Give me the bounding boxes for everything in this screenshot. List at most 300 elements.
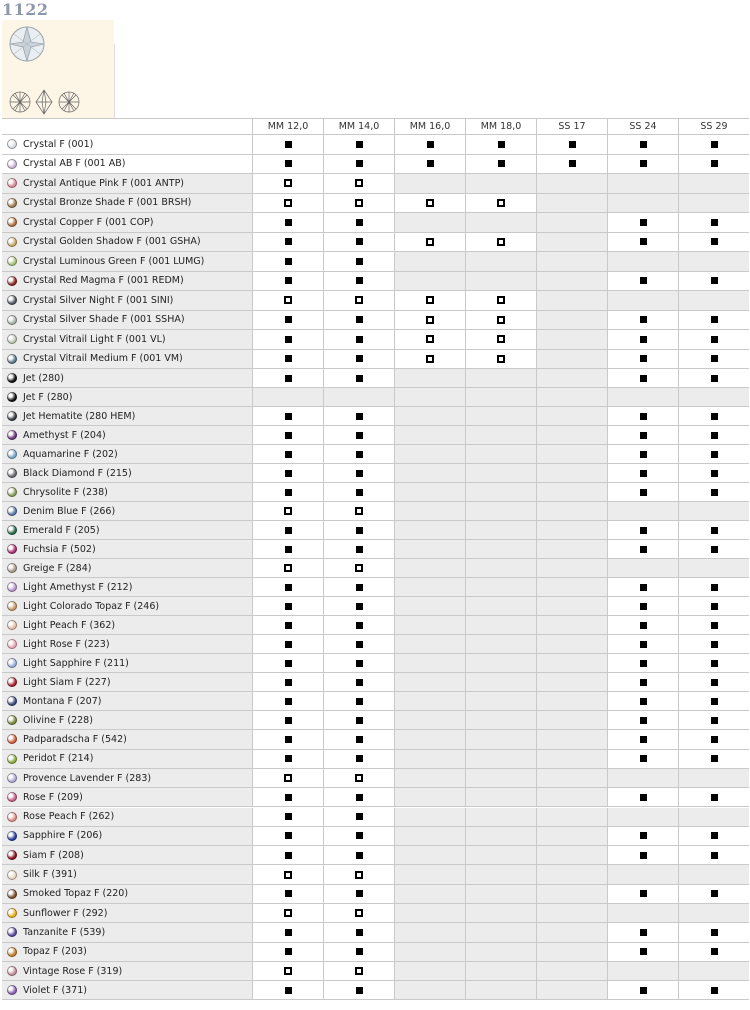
availability-cell: [607, 272, 678, 291]
available-mark-icon: [356, 794, 363, 801]
availability-cell: [323, 904, 394, 922]
limited-mark-icon: [497, 355, 505, 363]
availability-cell: [536, 962, 607, 980]
available-mark-icon: [640, 355, 647, 362]
availability-cell: [394, 981, 465, 999]
limited-mark-icon: [426, 238, 434, 246]
availability-cell: [394, 464, 465, 482]
availability-cell: [607, 635, 678, 653]
available-mark-icon: [640, 679, 647, 686]
availability-cell: [465, 426, 536, 444]
availability-cell: [678, 827, 749, 845]
availability-cell: [536, 135, 607, 154]
available-mark-icon: [711, 890, 718, 897]
available-mark-icon: [711, 641, 718, 648]
availability-cell: [252, 407, 323, 425]
limited-mark-icon: [426, 335, 434, 343]
availability-cell: [323, 635, 394, 653]
color-swatch-icon: [7, 582, 17, 592]
availability-cell: [536, 730, 607, 748]
availability-cell: [323, 730, 394, 748]
color-name: Crystal Silver Night F (001 SINI): [23, 294, 174, 306]
limited-mark-icon: [497, 199, 505, 207]
color-swatch-icon: [7, 373, 17, 383]
availability-cell: [607, 350, 678, 369]
availability-cell: [465, 885, 536, 903]
color-name-cell: [2, 233, 252, 252]
availability-cell: [465, 616, 536, 634]
availability-cell: [607, 502, 678, 520]
table-row: [2, 904, 749, 923]
color-swatch-icon: [7, 639, 17, 649]
availability-cell: [536, 233, 607, 252]
available-mark-icon: [285, 622, 292, 629]
availability-cell: [678, 388, 749, 406]
availability-cell: [678, 272, 749, 291]
color-name-cell: [2, 981, 252, 999]
table-row: [2, 252, 749, 272]
availability-cell: [678, 350, 749, 369]
available-mark-icon: [711, 316, 718, 323]
availability-cell: [465, 981, 536, 999]
availability-cell: [252, 654, 323, 672]
color-name-cell: [2, 711, 252, 729]
color-swatch-icon: [7, 159, 17, 169]
available-mark-icon: [711, 622, 718, 629]
limited-mark-icon: [497, 296, 505, 304]
availability-cell: [678, 654, 749, 672]
table-header: [2, 118, 749, 135]
limited-mark-icon: [426, 199, 434, 207]
available-mark-icon: [356, 527, 363, 534]
availability-cell: [536, 597, 607, 615]
color-name: Light Amethyst F (212): [23, 581, 133, 593]
availability-cell: [323, 388, 394, 406]
availability-cell: [394, 673, 465, 691]
available-mark-icon: [640, 603, 647, 610]
color-swatch-icon: [7, 658, 17, 668]
availability-cell: [465, 464, 536, 482]
table-row: [2, 426, 749, 445]
available-mark-icon: [427, 160, 434, 167]
availability-cell: [536, 369, 607, 387]
available-mark-icon: [285, 584, 292, 591]
availability-cell: [678, 597, 749, 615]
table-row: [2, 578, 749, 597]
available-mark-icon: [640, 219, 647, 226]
availability-cell: [536, 865, 607, 883]
availability-cell: [678, 483, 749, 501]
availability-cell: [323, 711, 394, 729]
availability-cell: [252, 635, 323, 653]
availability-cell: [536, 846, 607, 864]
availability-cell: [678, 904, 749, 922]
table-row: [2, 885, 749, 904]
availability-cell: [323, 808, 394, 826]
color-swatch-icon: [7, 870, 17, 880]
availability-cell: [465, 483, 536, 501]
availability-cell: [394, 194, 465, 213]
availability-cell: [678, 981, 749, 999]
availability-cell: [252, 445, 323, 463]
color-name: Light Siam F (227): [23, 676, 111, 688]
color-swatch-icon: [7, 487, 17, 497]
availability-cell: [394, 846, 465, 864]
color-swatch-icon: [7, 696, 17, 706]
color-name: Aquamarine F (202): [23, 448, 118, 460]
available-mark-icon: [498, 160, 505, 167]
availability-cell: [536, 578, 607, 596]
availability-cell: [252, 597, 323, 615]
color-name: Crystal AB F (001 AB): [23, 158, 126, 170]
availability-cell: [465, 559, 536, 577]
color-name: Smoked Topaz F (220): [23, 888, 129, 900]
available-mark-icon: [356, 832, 363, 839]
availability-cell: [536, 673, 607, 691]
availability-cell: [678, 233, 749, 252]
color-name-cell: [2, 369, 252, 387]
available-mark-icon: [356, 755, 363, 762]
availability-cell: [678, 521, 749, 539]
availability-cell: [465, 155, 536, 174]
color-name-cell: [2, 904, 252, 922]
availability-cell: [536, 194, 607, 213]
column-header: SS 17: [536, 119, 607, 134]
color-swatch-icon: [7, 354, 17, 364]
availability-cell: [607, 135, 678, 154]
availability-cell: [252, 272, 323, 291]
available-mark-icon: [711, 489, 718, 496]
color-name: Jet (280): [23, 372, 64, 384]
limited-mark-icon: [355, 199, 363, 207]
availability-cell: [252, 692, 323, 710]
availability-cell: [394, 388, 465, 406]
color-swatch-icon: [7, 831, 17, 841]
available-mark-icon: [356, 641, 363, 648]
availability-cell: [394, 291, 465, 310]
available-mark-icon: [356, 141, 363, 148]
availability-cell: [607, 673, 678, 691]
available-mark-icon: [285, 890, 292, 897]
availability-cell: [465, 788, 536, 806]
table-row: [2, 597, 749, 616]
availability-cell: [536, 904, 607, 922]
table-row: [2, 711, 749, 730]
color-name-cell: [2, 692, 252, 710]
availability-cell: [323, 330, 394, 349]
available-mark-icon: [356, 546, 363, 553]
availability-cell: [607, 788, 678, 806]
availability-cell: [323, 692, 394, 710]
availability-cell: [678, 750, 749, 768]
available-mark-icon: [711, 546, 718, 553]
availability-cell: [252, 750, 323, 768]
available-mark-icon: [285, 277, 292, 284]
available-mark-icon: [427, 141, 434, 148]
color-name: Peridot F (214): [23, 753, 94, 765]
availability-cell: [394, 943, 465, 961]
available-mark-icon: [640, 660, 647, 667]
color-name: Black Diamond F (215): [23, 467, 132, 479]
color-name-cell: [2, 962, 252, 980]
limited-mark-icon: [284, 507, 292, 515]
available-mark-icon: [285, 794, 292, 801]
color-name: Crystal Red Magma F (001 REDM): [23, 275, 184, 287]
color-name: Jet Hematite (280 HEM): [23, 410, 136, 422]
available-mark-icon: [285, 929, 292, 936]
color-swatch-icon: [7, 430, 17, 440]
table-row: [2, 750, 749, 769]
available-mark-icon: [640, 277, 647, 284]
table-row: [2, 788, 749, 807]
availability-cell: [536, 330, 607, 349]
availability-cell: [252, 369, 323, 387]
availability-cell: [323, 272, 394, 291]
availability-cell: [394, 827, 465, 845]
available-mark-icon: [356, 698, 363, 705]
availability-cell: [323, 827, 394, 845]
availability-cell: [394, 635, 465, 653]
availability-cell: [465, 635, 536, 653]
color-swatch-icon: [7, 677, 17, 687]
availability-cell: [394, 730, 465, 748]
available-mark-icon: [711, 987, 718, 994]
availability-cell: [607, 252, 678, 271]
available-mark-icon: [285, 238, 292, 245]
availability-cell: [252, 559, 323, 577]
availability-cell: [678, 769, 749, 787]
availability-cell: [394, 769, 465, 787]
availability-cell: [678, 502, 749, 520]
color-name: Topaz F (203): [23, 946, 87, 958]
availability-cell: [323, 673, 394, 691]
available-mark-icon: [356, 375, 363, 382]
column-header: MM 14,0: [323, 119, 394, 134]
column-header: MM 18,0: [465, 119, 536, 134]
available-mark-icon: [356, 890, 363, 897]
availability-cell: [323, 369, 394, 387]
limited-mark-icon: [355, 774, 363, 782]
availability-cell: [323, 426, 394, 444]
limited-mark-icon: [355, 967, 363, 975]
available-mark-icon: [640, 316, 647, 323]
available-mark-icon: [285, 603, 292, 610]
availability-cell: [323, 213, 394, 232]
availability-cell: [678, 135, 749, 154]
color-swatch-icon: [7, 139, 17, 149]
color-name: Sunflower F (292): [23, 907, 108, 919]
color-name-cell: [2, 540, 252, 558]
available-mark-icon: [285, 432, 292, 439]
availability-cell: [465, 769, 536, 787]
available-mark-icon: [285, 141, 292, 148]
availability-cell: [536, 788, 607, 806]
availability-cell: [536, 155, 607, 174]
availability-cell: [394, 540, 465, 558]
table-row: [2, 673, 749, 692]
availability-cell: [465, 692, 536, 710]
color-swatch-icon: [7, 544, 17, 554]
table-row: [2, 194, 749, 214]
available-mark-icon: [356, 219, 363, 226]
color-name-cell: [2, 654, 252, 672]
color-name-cell: [2, 252, 252, 271]
available-mark-icon: [640, 489, 647, 496]
availability-cell: [536, 521, 607, 539]
availability-cell: [252, 135, 323, 154]
color-name-cell: [2, 174, 252, 193]
color-swatch-icon: [7, 620, 17, 630]
availability-cell: [678, 808, 749, 826]
availability-cell: [252, 846, 323, 864]
availability-cell: [536, 502, 607, 520]
availability-cell: [465, 350, 536, 369]
available-mark-icon: [711, 698, 718, 705]
available-mark-icon: [498, 141, 505, 148]
availability-cell: [323, 885, 394, 903]
available-mark-icon: [356, 238, 363, 245]
availability-cell: [607, 311, 678, 330]
color-name-cell: [2, 194, 252, 213]
available-mark-icon: [285, 852, 292, 859]
color-swatch-icon: [7, 525, 17, 535]
availability-cell: [323, 350, 394, 369]
limited-mark-icon: [426, 355, 434, 363]
availability-cell: [323, 597, 394, 615]
availability-cell: [394, 923, 465, 941]
availability-cell: [678, 788, 749, 806]
color-swatch-icon: [7, 947, 17, 957]
color-swatch-icon: [7, 178, 17, 188]
availability-cell: [323, 233, 394, 252]
availability-cell: [678, 923, 749, 941]
availability-cell: [678, 730, 749, 748]
availability-cell: [536, 923, 607, 941]
availability-cell: [394, 445, 465, 463]
availability-cell: [465, 233, 536, 252]
available-mark-icon: [640, 451, 647, 458]
color-name: Crystal Antique Pink F (001 ANTP): [23, 177, 185, 189]
availability-cell: [465, 673, 536, 691]
availability-cell: [252, 174, 323, 193]
availability-cell: [465, 730, 536, 748]
availability-cell: [536, 213, 607, 232]
available-mark-icon: [640, 141, 647, 148]
availability-cell: [394, 272, 465, 291]
color-swatch-icon: [7, 927, 17, 937]
limited-mark-icon: [426, 316, 434, 324]
color-name-cell: [2, 635, 252, 653]
availability-cell: [252, 388, 323, 406]
available-mark-icon: [285, 755, 292, 762]
color-swatch-icon: [7, 198, 17, 208]
color-name-cell: [2, 616, 252, 634]
availability-cell: [252, 521, 323, 539]
color-name-cell: [2, 846, 252, 864]
availability-cell: [394, 808, 465, 826]
availability-cell: [252, 865, 323, 883]
color-name: Crystal Luminous Green F (001 LUMG): [23, 255, 205, 267]
color-name: Light Sapphire F (211): [23, 657, 129, 669]
available-mark-icon: [640, 584, 647, 591]
availability-cell: [465, 923, 536, 941]
available-mark-icon: [356, 736, 363, 743]
color-name: Denim Blue F (266): [23, 505, 116, 517]
availability-cell: [678, 252, 749, 271]
availability-cell: [465, 904, 536, 922]
available-mark-icon: [640, 336, 647, 343]
limited-mark-icon: [284, 909, 292, 917]
availability-cell: [323, 407, 394, 425]
table-row: [2, 272, 749, 292]
available-mark-icon: [356, 584, 363, 591]
availability-cell: [678, 559, 749, 577]
availability-cell: [607, 174, 678, 193]
limited-mark-icon: [355, 296, 363, 304]
availability-cell: [394, 483, 465, 501]
available-mark-icon: [711, 527, 718, 534]
availability-cell: [323, 445, 394, 463]
availability-cell: [323, 174, 394, 193]
availability-cell: [536, 827, 607, 845]
availability-cell: [465, 174, 536, 193]
availability-cell: [465, 846, 536, 864]
availability-cell: [465, 962, 536, 980]
color-name: Light Rose F (223): [23, 638, 110, 650]
availability-cell: [465, 750, 536, 768]
available-mark-icon: [711, 451, 718, 458]
availability-cell: [252, 233, 323, 252]
availability-cell: [607, 291, 678, 310]
availability-cell: [323, 769, 394, 787]
availability-cell: [465, 291, 536, 310]
availability-cell: [323, 846, 394, 864]
color-swatch-icon: [7, 276, 17, 286]
limited-mark-icon: [355, 564, 363, 572]
color-name-cell: [2, 213, 252, 232]
availability-cell: [252, 827, 323, 845]
table-row: [2, 502, 749, 521]
availability-cell: [465, 654, 536, 672]
color-name-cell: [2, 388, 252, 406]
availability-cell: [323, 252, 394, 271]
availability-cell: [607, 369, 678, 387]
available-mark-icon: [640, 987, 647, 994]
available-mark-icon: [640, 527, 647, 534]
limited-mark-icon: [284, 774, 292, 782]
available-mark-icon: [356, 603, 363, 610]
color-swatch-icon: [7, 601, 17, 611]
color-name: Provence Lavender F (283): [23, 772, 152, 784]
availability-cell: [252, 502, 323, 520]
availability-cell: [607, 540, 678, 558]
table-row: [2, 616, 749, 635]
color-swatch-icon: [7, 715, 17, 725]
available-mark-icon: [640, 755, 647, 762]
availability-cell: [394, 502, 465, 520]
available-mark-icon: [356, 852, 363, 859]
available-mark-icon: [640, 546, 647, 553]
availability-cell: [536, 750, 607, 768]
availability-cell: [607, 388, 678, 406]
available-mark-icon: [640, 375, 647, 382]
available-mark-icon: [285, 316, 292, 323]
availability-cell: [252, 155, 323, 174]
column-header: SS 24: [607, 119, 678, 134]
color-swatch-icon: [7, 468, 17, 478]
available-mark-icon: [640, 929, 647, 936]
color-name-cell: [2, 943, 252, 961]
